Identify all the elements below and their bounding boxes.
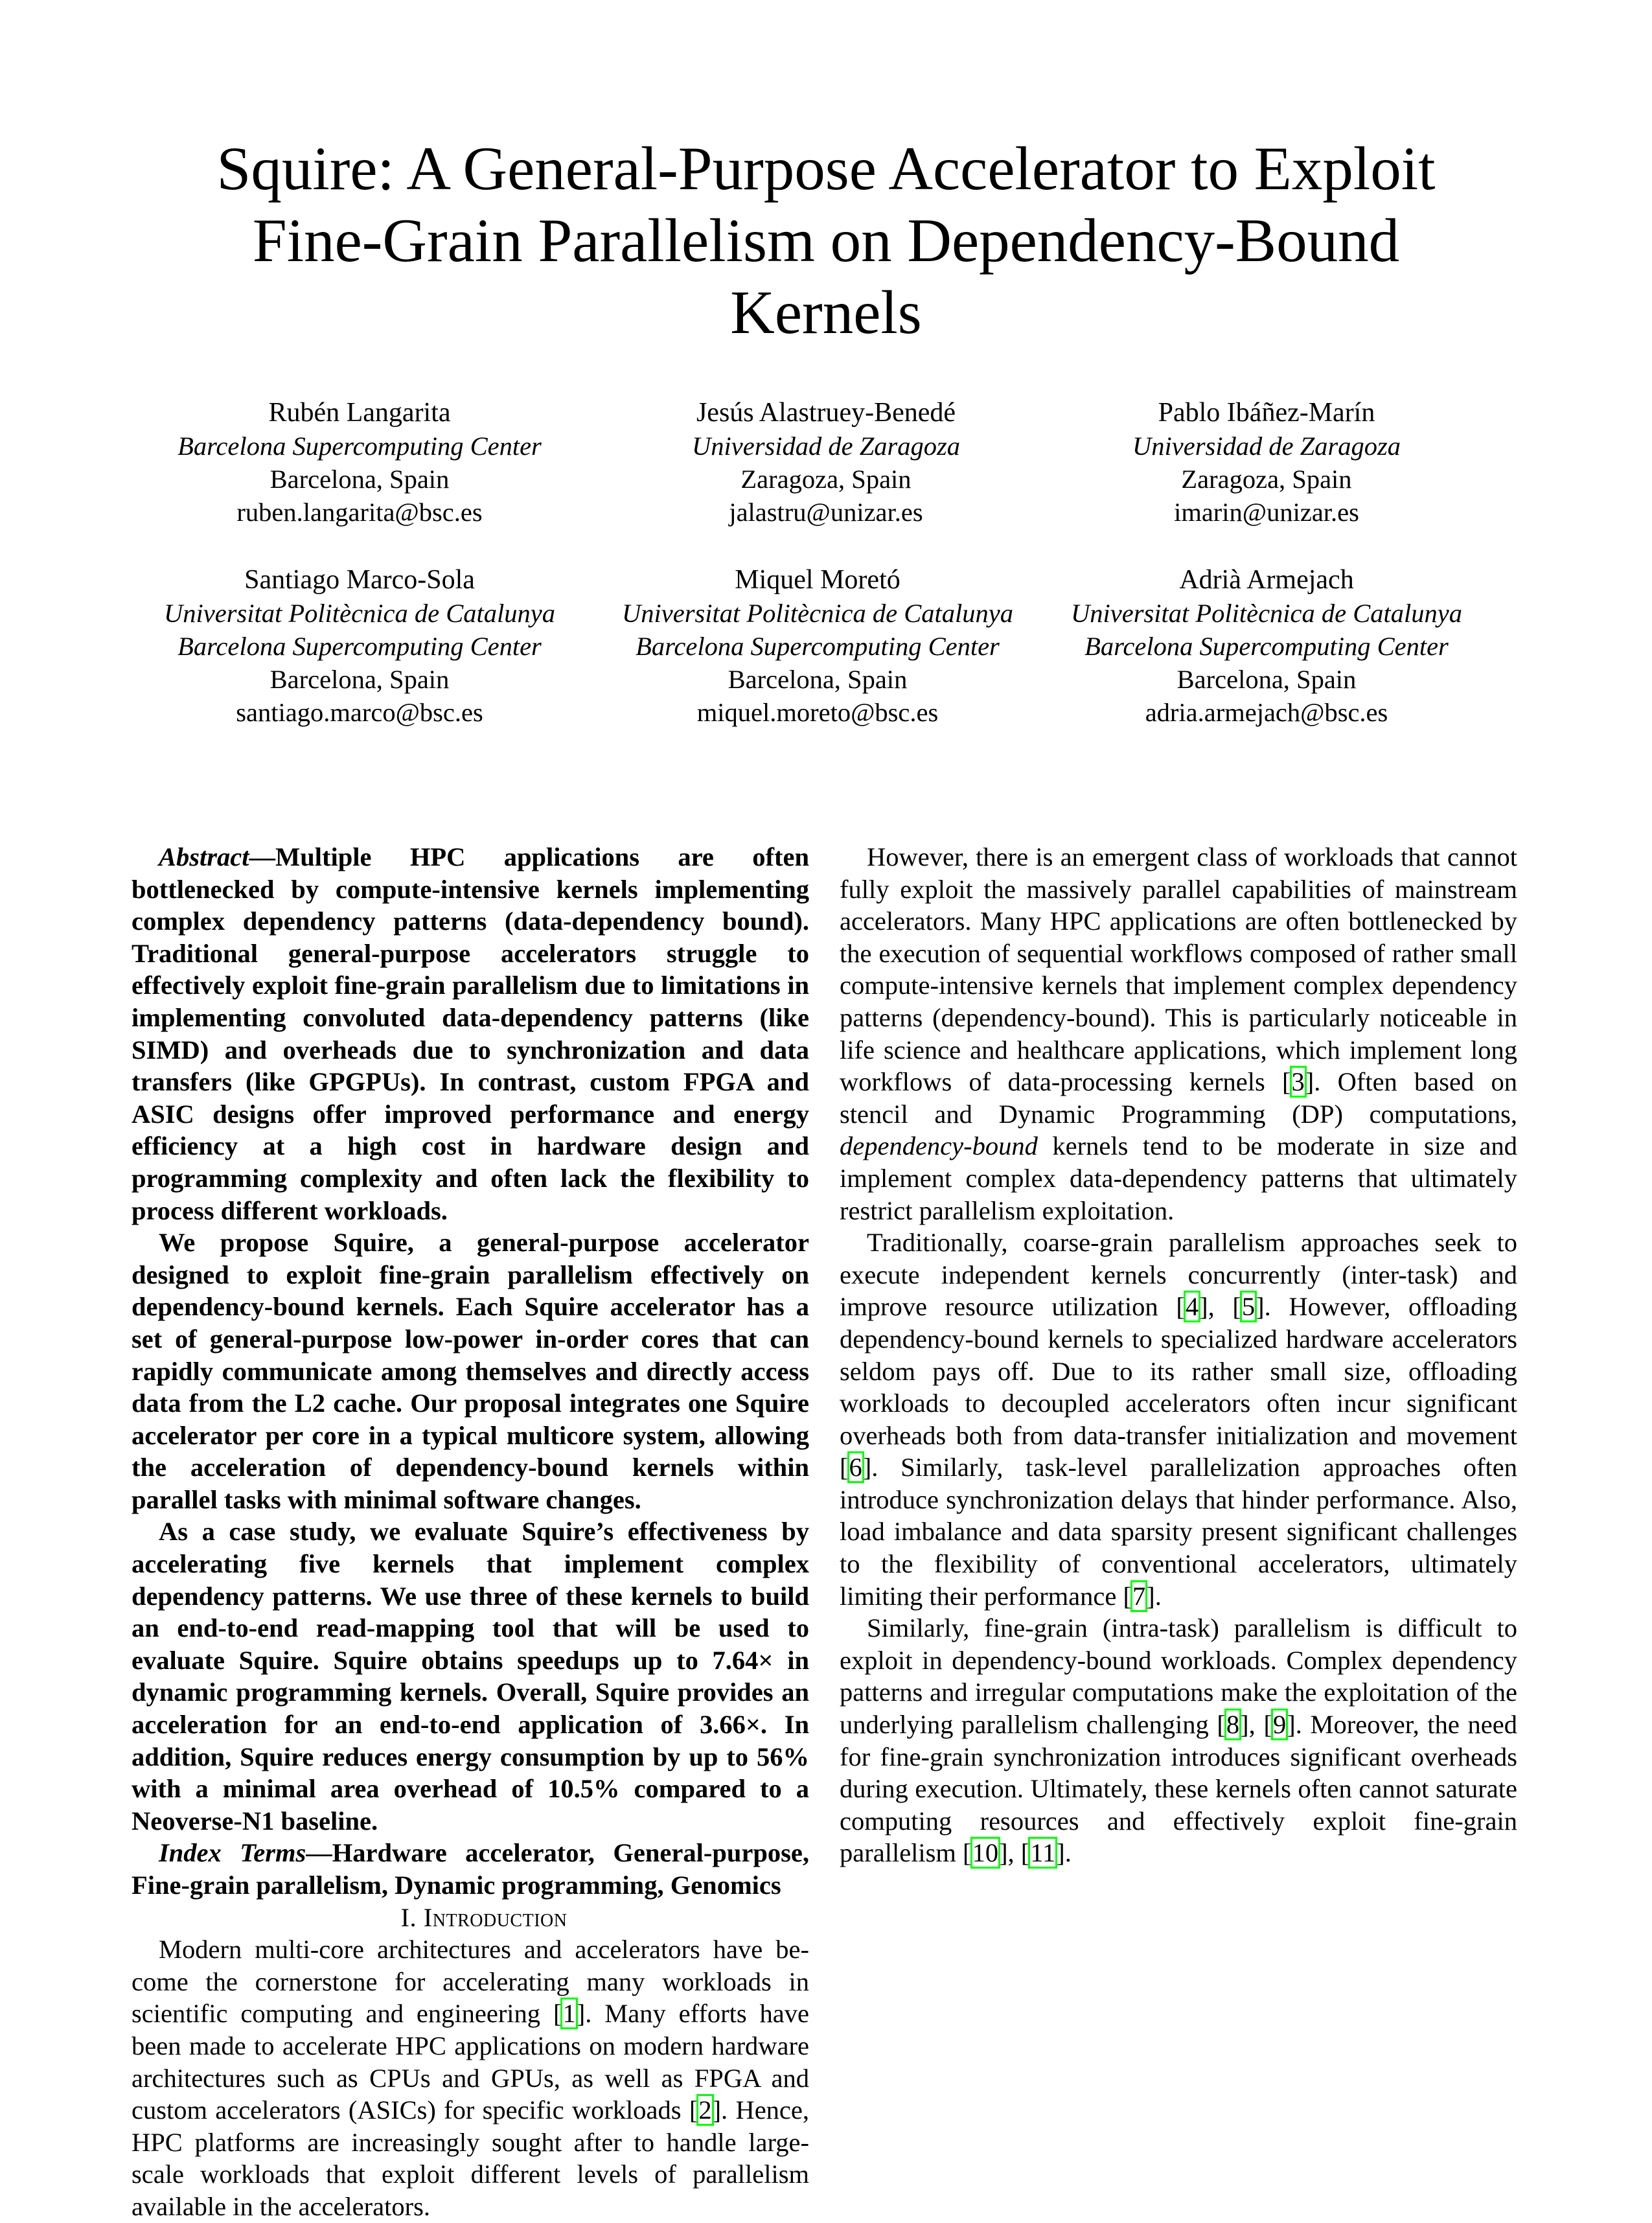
index-terms-dash: —	[306, 1838, 332, 1868]
author-email[interactable]: santiago.marco@bsc.es	[236, 698, 483, 727]
author-affiliation: Universidad de Zaragoza	[1132, 432, 1401, 461]
citation-link[interactable]: 6	[849, 1453, 862, 1482]
author-affiliation: Barcelona Supercomputing Center	[1084, 632, 1449, 661]
author-affiliation: Barcelona Supercomputing Center	[178, 432, 542, 461]
citation-link[interactable]: 8	[1226, 1710, 1240, 1740]
author-location: Barcelona, Spain	[728, 665, 908, 694]
citation-link[interactable]: 3	[1291, 1067, 1305, 1097]
author-email[interactable]: miquel.moreto@bsc.es	[696, 698, 939, 727]
author-block	[126, 564, 593, 729]
title-line-1: Squire: A General-Purpose Accelerator to Exploit	[216, 134, 1436, 203]
abstract	[132, 841, 809, 1902]
section-number: I.	[400, 1902, 417, 1932]
title-line-3: Kernels	[730, 278, 922, 347]
text-run: ].	[1056, 1838, 1072, 1868]
citation-link[interactable]: 11	[1030, 1838, 1056, 1868]
author-email[interactable]: adria.armejach@bsc.es	[1145, 698, 1388, 727]
author-affiliation: Universitat Politècnica de Catalunya	[622, 599, 1013, 628]
right-column	[840, 841, 1517, 1869]
author-location: Zaragoza, Spain	[1181, 465, 1352, 494]
text-run: ].	[1146, 1581, 1162, 1611]
author-name: Santiago Marco-Sola	[244, 565, 475, 595]
text-run: ], [	[999, 1838, 1030, 1868]
citation-link[interactable]: 1	[562, 1999, 576, 2029]
text-run: ]. Moreover, the need for fine-grain synchronization introduces significant overheads during execution. Ultimately, these kernels often cannot saturate computing resources and effectively exploit fine-grain parallelism [	[840, 1710, 1518, 1868]
citation-link[interactable]: 10	[972, 1838, 999, 1868]
text-run: ], [	[1199, 1292, 1241, 1322]
author-location: Barcelona, Spain	[270, 465, 450, 494]
author-block	[593, 397, 1059, 529]
author-email[interactable]: imarin@unizar.es	[1174, 498, 1359, 527]
text-run: kernels tend to be moderate in size and implement complex data-dependency patterns that ultimately restrict parallelism exploitation.	[840, 1131, 1517, 1225]
author-location: Barcelona, Spain	[270, 665, 450, 694]
section-heading-introduction	[132, 1902, 809, 1934]
intro-paragraph-4	[840, 1612, 1517, 1869]
abstract-paragraph-1	[132, 841, 809, 1227]
text-run: However, there is an emergent class of workloads that cannot fully exploit the massively parallel capabilities of mainstream accelerators. Many HPC applications are often bottlenecked by the execution of sequential workflows composed of rather small compute-intensive kernels that implement complex dependency patterns (dependency-bound). This is particularly noticeable in life science and healthcare applications, which implement long workflows of data-processing kernels [	[840, 842, 1517, 1097]
author-affiliation: Barcelona Supercomputing Center	[178, 632, 542, 661]
text-run: Modern multi-core architectures and accelerators have become the cornerstone for accelerating many workloads in scientific computing and engineering [	[132, 1935, 809, 2029]
title-line-2: Fine-Grain Parallelism on Dependency-Bound	[252, 206, 1400, 275]
citation-link[interactable]: 5	[1241, 1292, 1256, 1322]
author-email[interactable]: jalastru@unizar.es	[729, 498, 923, 527]
text-run: Similarly, fine-grain (intra-task) parallelism is difficult to exploit in dependency-bound workloads. Complex dependency patterns and irregular computations make the exploitation of the underlying parallelism challenging [	[840, 1613, 1517, 1740]
abstract-label: Abstract	[159, 842, 249, 871]
abstract-dash: —	[249, 842, 276, 871]
author-name: Jesús Alastruey-Benedé	[696, 398, 956, 428]
text-run: ]. Hence, HPC platforms are increasingly sought after to handle large-scale workloads that exploit different levels of parallelism available in the accelerators.	[132, 2095, 809, 2221]
author-affiliation: Universitat Politècnica de Catalunya	[1071, 599, 1462, 628]
author-name: Rubén Langarita	[268, 398, 451, 428]
text-run: ]. Similarly, task-level parallelization approaches often introduce synchronization delays that hinder performance. Also, load imbalance and data sparsity present significant challenges to the flexibility of conventional accelerators, ultimately limiting their performance [	[840, 1453, 1517, 1611]
abstract-paragraph-3: As a case study, we evaluate Squire’s effectiveness by accelerating five kernels that implement complex dependency patterns. We use three of these kernels to build an end-to-end read-mapping tool that will be used to evaluate Squire. Squire obtains speedups up to 7.64× in dynamic programming kernels. Overall, Squire provides an acceleration for an end-to-end application of 3.66×. In addition, Squire reduces energy consumption by up to 56% with a minimal area overhead of 10.5% compared to a Neoverse-N1 baseline.	[132, 1517, 809, 1836]
author-block	[584, 564, 1051, 729]
citation-link[interactable]: 4	[1185, 1292, 1199, 1322]
author-block	[1033, 564, 1500, 729]
citation-link[interactable]: 9	[1272, 1710, 1287, 1740]
author-name: Pablo Ibáñez-Marín	[1158, 398, 1375, 428]
citation-link[interactable]: 7	[1132, 1581, 1146, 1611]
author-affiliation: Universidad de Zaragoza	[692, 432, 960, 461]
intro-paragraph-3	[840, 1227, 1517, 1612]
intro-paragraph-1	[132, 1933, 809, 2222]
text-run: ]. Many efforts have been made to accelerate HPC applications on modern hardware architectures such as CPUs and GPUs, as well as FPGA and custom accelerators (ASICs) for specific workloads [	[132, 1999, 809, 2125]
author-block	[1033, 397, 1500, 529]
text-run: ], [	[1240, 1710, 1272, 1740]
author-email[interactable]: ruben.langarita@bsc.es	[236, 498, 483, 527]
left-column	[132, 841, 809, 2223]
paper-title	[97, 133, 1555, 349]
index-terms	[132, 1837, 809, 1901]
text-run: Traditionally, coarse-grain parallelism approaches seek to execute independent kernels concurrently (inter-task) and improve resource utilization [	[840, 1228, 1517, 1322]
citation-link[interactable]: 2	[698, 2095, 712, 2125]
author-block	[126, 397, 593, 529]
author-affiliation: Barcelona Supercomputing Center	[636, 632, 1000, 661]
index-terms-label: Index Terms	[159, 1838, 306, 1868]
author-name: Miquel Moretó	[735, 565, 901, 595]
author-affiliation: Universitat Politècnica de Catalunya	[164, 599, 555, 628]
text-run: ]. However, offloading dependency-bound kernels to specialized hardware accelerators seldom pays off. Due to its rather small size, offloading workloads to decoupled accelerators often incur significant overheads both from data-transfer initialization and movement [	[840, 1292, 1517, 1482]
text-run: ]. Often based on stencil and Dynamic Programming (DP) computations,	[840, 1067, 1517, 1129]
abstract-paragraph-2: We propose Squire, a general-purpose accelerator designed to exploit fine-grain parallelism effectively on dependency-bound kernels. Each Squire accelerator has a set of general-purpose low-power in-order cores that can rapidly communicate among themselves and directly access data from the L2 cache. Our proposal integrates one Squire accelerator per core in a typical multicore system, allowing the acceleration of dependency-bound kernels within parallel tasks with minimal software changes.	[132, 1228, 809, 1514]
author-location: Zaragoza, Spain	[740, 465, 912, 494]
emphasis-text: dependency-bound	[840, 1131, 1038, 1161]
abstract-text-1: Multiple HPC applications are often bottlenecked by compute-intensive kernels implementing complex dependency patterns (data-dependency bound). Traditional general-purpose accelerators struggle to effectively exploit fine-grain parallelism due to limitations in implementing convoluted data-dependency patterns (like SIMD) and overheads due to synchronization and data transfers (like GPGPUs). In contrast, custom FPGA and ASIC designs offer improved performance and energy efficiency at a high cost in hardware design and programming complexity and often lack the flexibility to process different workloads.	[132, 842, 809, 1225]
index-terms-text: Hardware accelerator, General-purpose, Fine-grain parallelism, Dynamic programming, Genomics	[132, 1838, 809, 1900]
author-location: Barcelona, Spain	[1176, 665, 1357, 694]
author-name: Adrià Armejach	[1179, 565, 1354, 595]
section-title: Introduction	[423, 1902, 568, 1932]
intro-paragraph-2	[840, 841, 1517, 1227]
